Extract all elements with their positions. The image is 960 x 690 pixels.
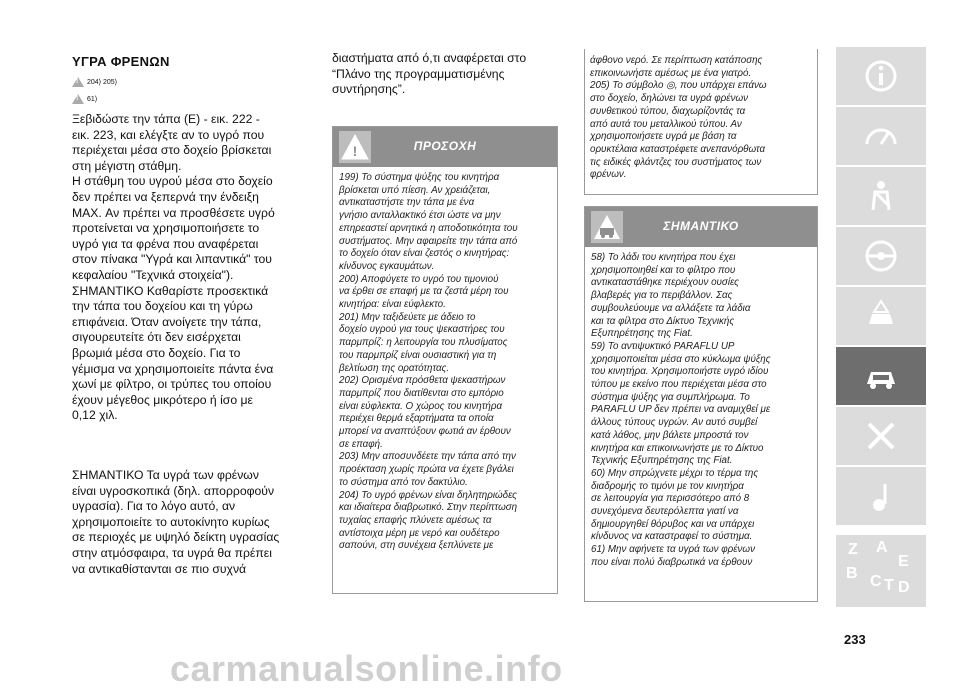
warning-box: [332, 126, 558, 594]
important-header: [585, 207, 817, 247]
tab-driving[interactable]: [836, 227, 926, 285]
important-label: ΣΗΜΑΝΤΙΚΟ: [663, 219, 739, 233]
body-paragraph: διαστήματα από ό,τι αναφέρεται στο “Πλάνο της προγραμματισμένης συντήρησης”.: [332, 51, 527, 97]
section-title: ΥΓΡΑ ΦΡΕΝΩΝ: [72, 54, 170, 69]
tab-maintenance[interactable]: [836, 347, 926, 405]
tab-multimedia[interactable]: [836, 467, 926, 525]
hazard-car-icon: [863, 298, 899, 334]
page-number: 233: [844, 632, 866, 647]
warning-label: ΠΡΟΣΟΧΗ: [413, 139, 477, 153]
wrench-screwdriver-icon: [863, 418, 899, 454]
warning-text: 199) Το σύστημα ψύξης του κινητήρα βρίσκεται υπό πίεση. Αν χρειάζεται, αντικαταστήστε την τάπα με ένα γνήσιο ανταλλακτικό έτσι ώστε να μην επηρεαστεί αρνητικά η αποδοτικότητα του συστήματος. Μην αφαιρείτε την τάπα από το δοχείο όταν είναι ζεστός ο κινητήρας: κίνδυνος εγκαυμάτων. 200) Αποφύγετε το υγρό του τιμονιού να έρθει σε επαφή με τα ζεστά μέρη του κινητήρα: είναι εύφλεκτο. 201) Μην ταξιδεύετε με άδειο το δοχείο υγρού για τους ψεκαστήρες του παρμπρίζ: η λειτουργία του πλυσίματος του παρμπρίζ είναι ουσιαστική για τη βελτίωση της ορατότητας. 202) Ορισμένα πρόσθετα ψεκαστήρων παρμπρίζ που διατίθενται στο εμπόριο είναι εύφλεκτα. Ο χώρος του κινητήρα περιέχει θερμά εξαρτήματα τα οποία μπορεί να αναπτύξουν φωτιά αν έρθουν σε επαφή. 203) Μην αποσυνδέετε την τάπα από την προέκταση χωρίς πρώτα να έχετε βγάλει το σύστημα από τον δακτύλιο. 204) Το υγρό φρένων είναι δηλητηριώδες και ιδιαίτερα διαβρωτικό. Στην περίπτωση τυχαίας επαφής πλύνετε αμέσως τα αντίστοιχα μέρη με νερό και ουδέτερο σαπούνι, στη συνέχεια ξεπλύνετε με: [339, 172, 518, 552]
important-box: [584, 206, 818, 602]
warning-header: [333, 127, 557, 167]
dashboard-icon: [863, 118, 899, 154]
reference-text: 61): [87, 95, 98, 103]
tab-safety[interactable]: [836, 167, 926, 225]
tab-emergency[interactable]: [836, 287, 926, 345]
tab-info[interactable]: [836, 47, 926, 105]
reference-text: 204) 205): [87, 78, 117, 86]
info-icon: [863, 58, 899, 94]
body-paragraph: Ξεβιδώστε την τάπα (Ε) - εικ. 222 - εικ. 223, και ελέγξτε αν το υγρό που περιέχεται μέσα στο δοχείο βρίσκεται στη μέγιστη στάθμη. Η στάθμη του υγρού μέσα στο δοχείο δεν πρέπει να ξεπερνά την ένδειξη MAX. Αν πρέπει να προσθέσετε υγρό προτείνεται να χρησιμοποιήσετε το υγρό για τα φρένα που αναφέρεται στον πίνακα "Υγρά και λιπαντικά" του κεφαλαίου "Τεχνικά στοιχεία"). ΣΗΜΑΝΤΙΚΟ Καθαρίστε προσεκτικά την τάπα του δοχείου και τη γύρω επιφάνεια. Όταν ανοίγετε την τάπα, σιγουρευτείτε ότι δεν εισέρχεται βρωμιά μέσα στο δοχείο. Για το γέμισμα να χρησιμοποιείτε πάντα ένα χωνί με φίλτρο, οι τρύπες του οποίου έχουν μέγεθος μικρότερο ή ίσο με 0,12 χιλ.: [72, 112, 275, 423]
warning-triangle-icon: [72, 94, 84, 104]
body-paragraph: ΣΗΜΑΝΤΙΚΟ Τα υγρά των φρένων είναι υγροσκοπικά (δηλ. απορροφούν υγρασία). Για το λόγο αυτό, αν χρησιμοποιείτε το αυτοκίνητο κυρίως σε περιοχές με υψηλό δείκτη υγρασίας στην ατμόσφαιρα, τα υγρά θα πρέπει να αντικαθίστανται σε πιο συχνά: [72, 468, 280, 576]
music-note-icon: [863, 478, 899, 514]
reference-note: [72, 94, 97, 104]
tab-dashboard[interactable]: [836, 107, 926, 165]
tab-technical[interactable]: [836, 407, 926, 465]
watermark: carmanualsonline.info: [170, 648, 563, 689]
steering-wheel-icon: [863, 238, 899, 274]
important-text: 58) Το λάδι του κινητήρα που έχει χρησιμοποιηθεί και το φίλτρο που αντικαταστάθηκε περιέχουν ουσίες βλαβερές για το περιβάλλον. Σας συμβουλεύουμε να αλλάξετε τα λάδια και τα φίλτρα στο Δίκτυο Τεχνικής Εξυπηρέτησης της Fiat. 59) Το αντιψυκτικό PARAFLU UP χρησιμοποιείται μέσα στο κύκλωμα ψύξης του κινητήρα. Χρησιμοποιήστε υγρό ιδίου τύπου με εκείνο που περιέχεται μέσα στο σύστημα ψύξης για συμπλήρωμα. Το PARAFLU UP δεν πρέπει να αναμιχθεί με άλλους τύπους υγρών. Αν αυτό συμβεί κατά λάθος, μην βάλετε μπροστά τον κινητήρα και επικοινωνήστε με το Δίκτυο Τεχνικής Εξυπηρέτησης της Fiat. 60) Μην σπρώχνετε μέχρι το τέρμα της διαδρομής το τιμόνι με τον κινητήρα σε λειτουργία για περισσότερο από 8 συνεχόμενα δευτερόλεπτα γιατί να δημιουργηθεί θόρυβος και να υπάρχει κίνδυνος να καταστραφεί το σύστημα. 61) Μην αφήνετε τα υγρά των φρένων που είναι πολύ διαβρωτικά να έρθουν: [591, 252, 771, 568]
car-wrench-icon: [863, 358, 899, 394]
seatbelt-icon: [863, 178, 899, 214]
svg-text:!: !: [352, 143, 358, 159]
warning-triangle-icon: [72, 77, 84, 87]
tab-index[interactable]: Z A E B C D T: [836, 535, 926, 607]
chapter-tabs: [836, 47, 926, 607]
continued-warning-text: άφθονο νερό. Σε περίπτωση κατάποσης επικοινωνήστε αμέσως με ένα γιατρό. 205) Το σύμβολο ◎, που υπάρχει επάνω στο δοχείο, δηλώνει τα υγρά φρένων συνθετικού τύπου, διαχωρίζοντάς τα από αυτά του μεταλλικού τύπου. Αν χρησιμοποιήσετε υγρά με βάση τα ορυκτέλαια καταστρέφετε ανεπανόρθωτα τις ειδικές φλάντζες του συστήματος των φρένων.: [590, 55, 767, 181]
reference-note: [72, 77, 117, 87]
